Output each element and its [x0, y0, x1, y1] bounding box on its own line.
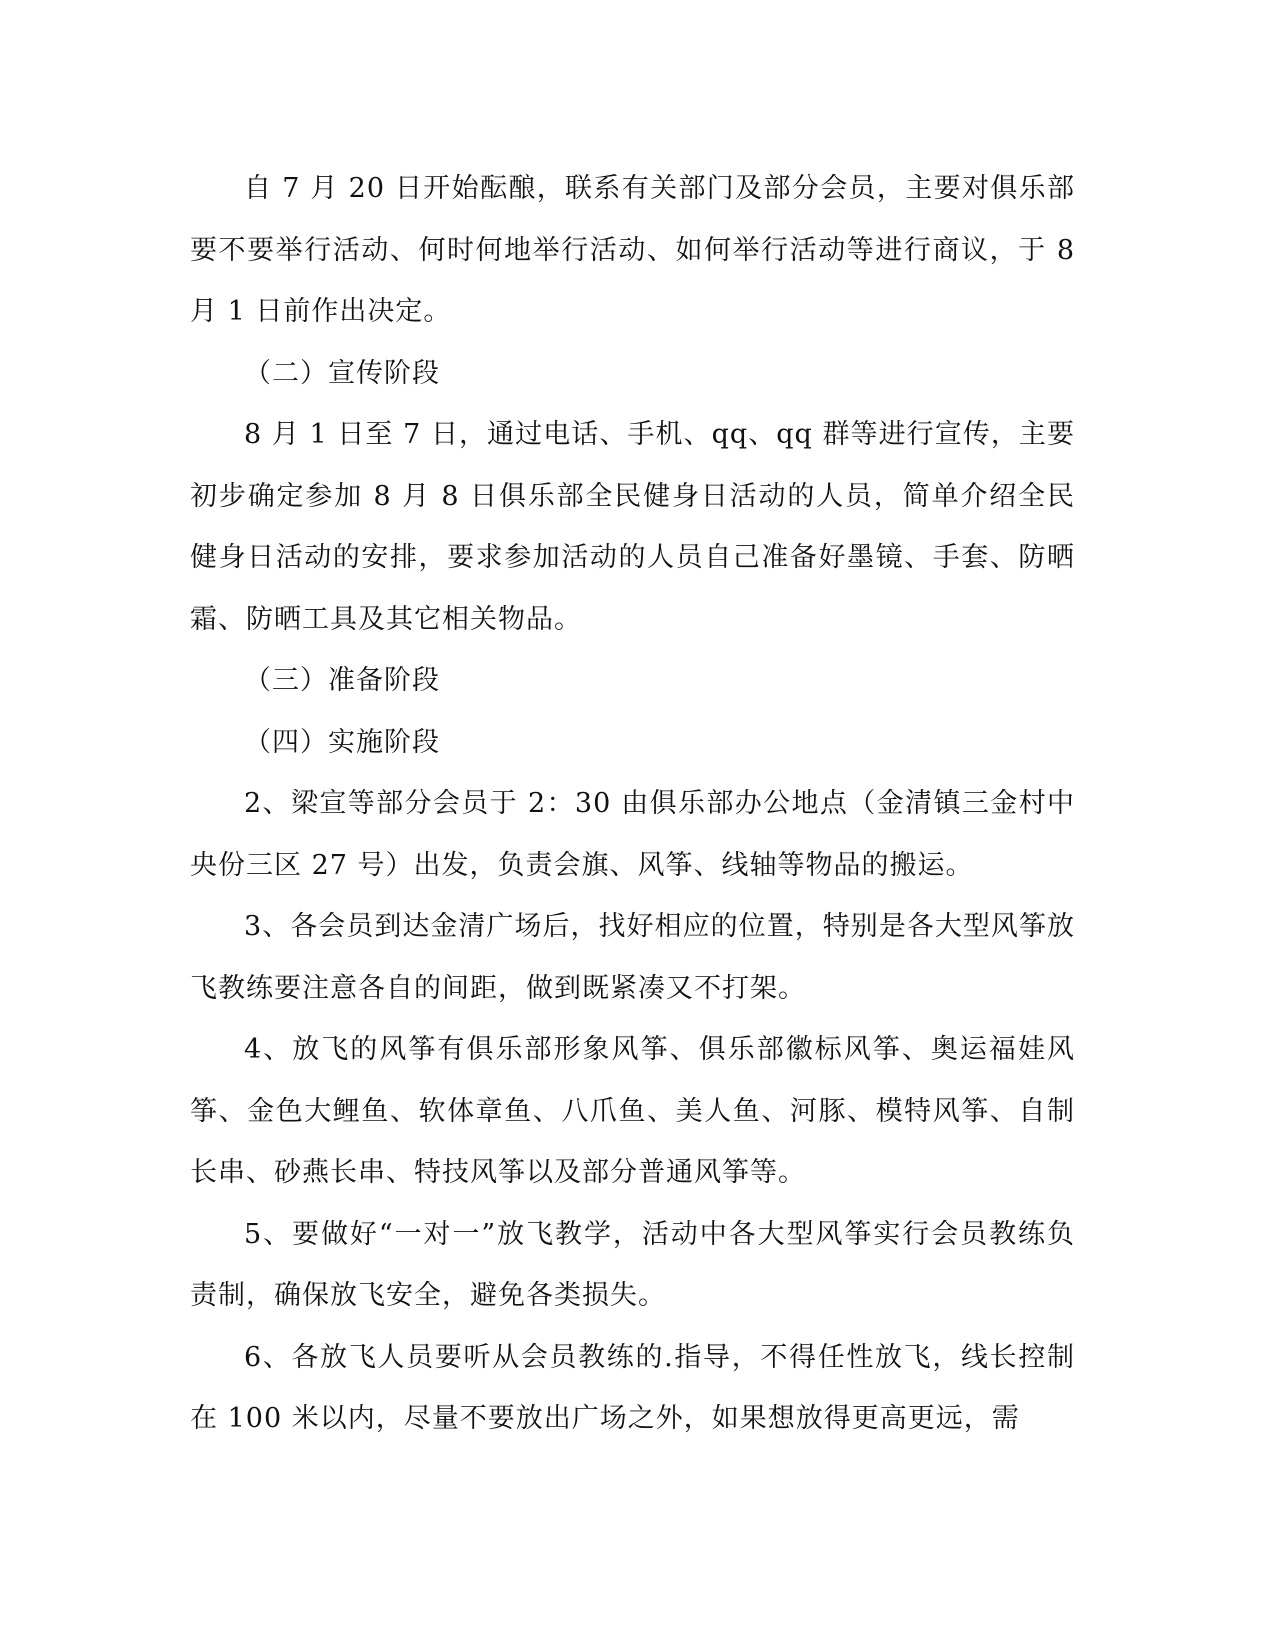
- paragraph-item-6: 6、各放飞人员要听从会员教练的.指导，不得任性放飞，线长控制在 100 米以内，尽量不要放出广场之外，如果想放得更高更远，需: [190, 1341, 1075, 1434]
- paragraph-publicity: 8 月 1 日至 7 日，通过电话、手机、qq、qq 群等进行宣传，主要初步确定参加 8 月 8 日俱乐部全民健身日活动的人员，简单介绍全民健身日活动的安排，要求参加活动的人员自己准备好墨镜、手套、防晒霜、防晒工具及其它相关物品。: [190, 419, 1075, 635]
- paragraph-item-2: 2、梁宣等部分会员于 2：30 由俱乐部办公地点（金清镇三金村中央份三区 27 号）出发，负责会旗、风筝、线轴等物品的搬运。: [190, 788, 1075, 881]
- section-heading-implementation: （四）实施阶段: [244, 726, 440, 758]
- section-heading-preparation: （三）准备阶段: [244, 665, 440, 696]
- section-heading-publicity: （二）宣传阶段: [244, 357, 440, 389]
- paragraph-item-4: 4、放飞的风筝有俱乐部形象风筝、俱乐部徽标风筝、奥运福娃风筝、金色大鲤鱼、软体章鱼、八爪鱼、美人鱼、河豚、模特风筝、自制长串、砂燕长串、特技风筝以及部分普通风筝等。: [190, 1034, 1075, 1188]
- document-body: [190, 158, 1075, 1450]
- paragraph-preparation-intro: 自 7 月 20 日开始酝酿，联系有关部门及部分会员，主要对俱乐部要不要举行活动、何时何地举行活动、如何举行活动等进行商议，于 8 月 1 日前作出决定。: [190, 173, 1075, 327]
- paragraph-item-3: 3、各会员到达金清广场后，找好相应的位置，特别是各大型风筝放飞教练要注意各自的间距，做到既紧凑又不打架。: [190, 911, 1075, 1004]
- paragraph-item-5: 5、要做好“一对一”放飞教学，活动中各大型风筝实行会员教练负责制，确保放飞安全，避免各类损失。: [190, 1218, 1075, 1311]
